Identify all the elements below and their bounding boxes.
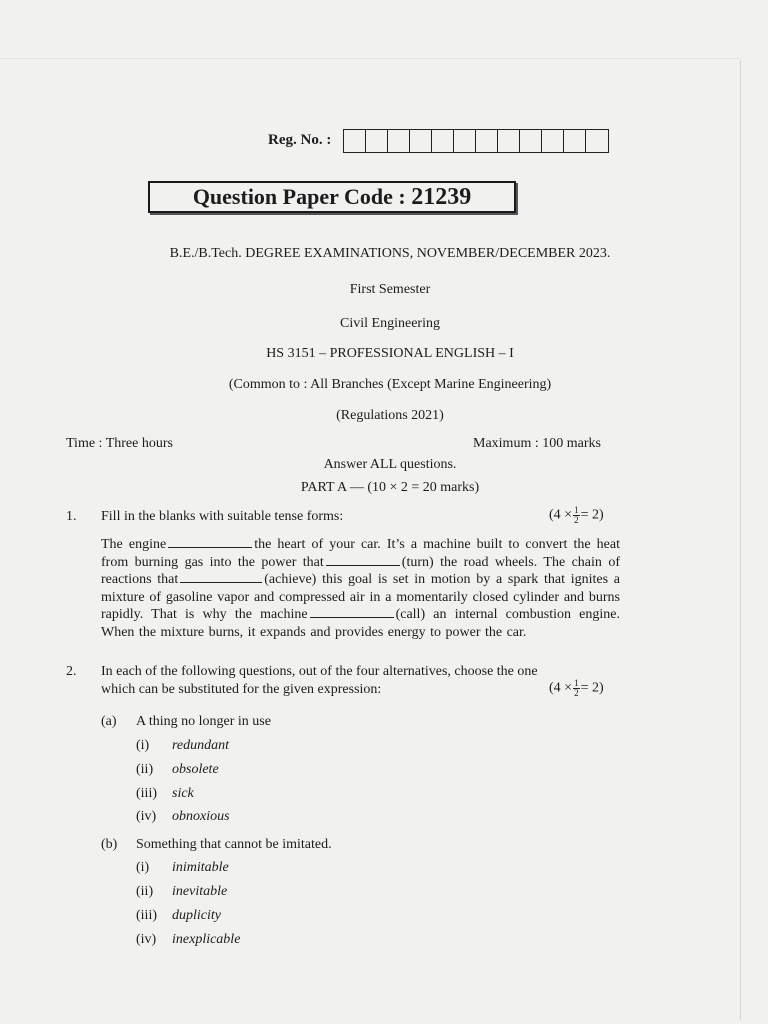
exam-title: B.E./B.Tech. DEGREE EXAMINATIONS, NOVEMBER/DECEMBER 2023. <box>169 246 611 261</box>
fill-blank[interactable] <box>310 607 394 618</box>
option-text: duplicity <box>172 908 221 923</box>
option-number: (iv) <box>136 932 157 947</box>
time-duration: Time : Three hours <box>66 436 173 451</box>
fill-blank[interactable] <box>326 555 400 566</box>
question-stem: In each of the following questions, out of the four alternatives, choose the one <box>101 664 538 679</box>
option-number: (iii) <box>136 908 157 923</box>
part-heading: PART A — (10 × 2 = 20 marks) <box>300 480 480 495</box>
option-text: obsolete <box>172 762 219 777</box>
sub-question-text: A thing no longer in use <box>136 714 271 729</box>
code-number: 21239 <box>411 184 472 210</box>
page-edge-top <box>0 58 740 59</box>
option-number: (i) <box>136 860 150 875</box>
question-paper-code <box>148 181 516 213</box>
option-number: (iv) <box>136 809 157 824</box>
question-marks: (4 × $\frac{1}{2}$ = 2) <box>549 505 604 525</box>
reg-no-boxes <box>343 129 609 153</box>
question-passage: The engine the heart of your car. It’s a machine built to convert the heat from burning gas into the power that (turn) the road wheels. The chain of reactions that (achieve) this goal is set in motion by a spark that ignites a mixture of gasoline vapor and compressed air in a momentarily closed cylinder and burns rapidly. That is why the machine (call) an internal combustion engine. When the mixture burns, it expands and provides energy to power the car. <box>101 537 620 640</box>
maximum-marks: Maximum : 100 marks <box>473 436 601 451</box>
instruction: Answer ALL questions. <box>323 457 457 472</box>
option-text: redundant <box>172 738 230 753</box>
fill-blank[interactable] <box>180 572 262 583</box>
course-title: HS 3151 – PROFESSIONAL ENGLISH – I <box>266 346 514 361</box>
option-text: inexplicable <box>172 932 241 947</box>
semester: First Semester <box>349 282 431 297</box>
question-marks: (4 × $\frac{1}{2}$ = 2) <box>549 678 604 698</box>
department: Civil Engineering <box>340 316 440 331</box>
option-number: (iii) <box>136 786 157 801</box>
code-label: Question Paper Code : <box>192 184 406 209</box>
option-number: (i) <box>136 738 150 753</box>
option-text: sick <box>172 786 194 801</box>
regulations: (Regulations 2021) <box>336 408 444 423</box>
option-text: inimitable <box>172 860 229 875</box>
sub-question-text: Something that cannot be imitated. <box>136 837 332 852</box>
option-number: (ii) <box>136 762 154 777</box>
question-number: 2. <box>66 664 77 679</box>
fill-blank[interactable] <box>168 537 252 548</box>
sub-question-label: (a) <box>101 714 117 729</box>
sub-question-label: (b) <box>101 837 118 852</box>
common-to: (Common to : All Branches (Except Marine Engineering) <box>228 377 552 392</box>
question-number: 1. <box>66 509 77 524</box>
option-text: obnoxious <box>172 809 230 824</box>
reg-no-label: Reg. No. : <box>268 132 332 148</box>
option-number: (ii) <box>136 884 154 899</box>
option-text: inevitable <box>172 884 228 899</box>
question-stem: which can be substituted for the given expression: <box>101 682 382 697</box>
page-edge <box>740 60 741 1020</box>
question-stem: Fill in the blanks with suitable tense forms: <box>101 509 344 524</box>
